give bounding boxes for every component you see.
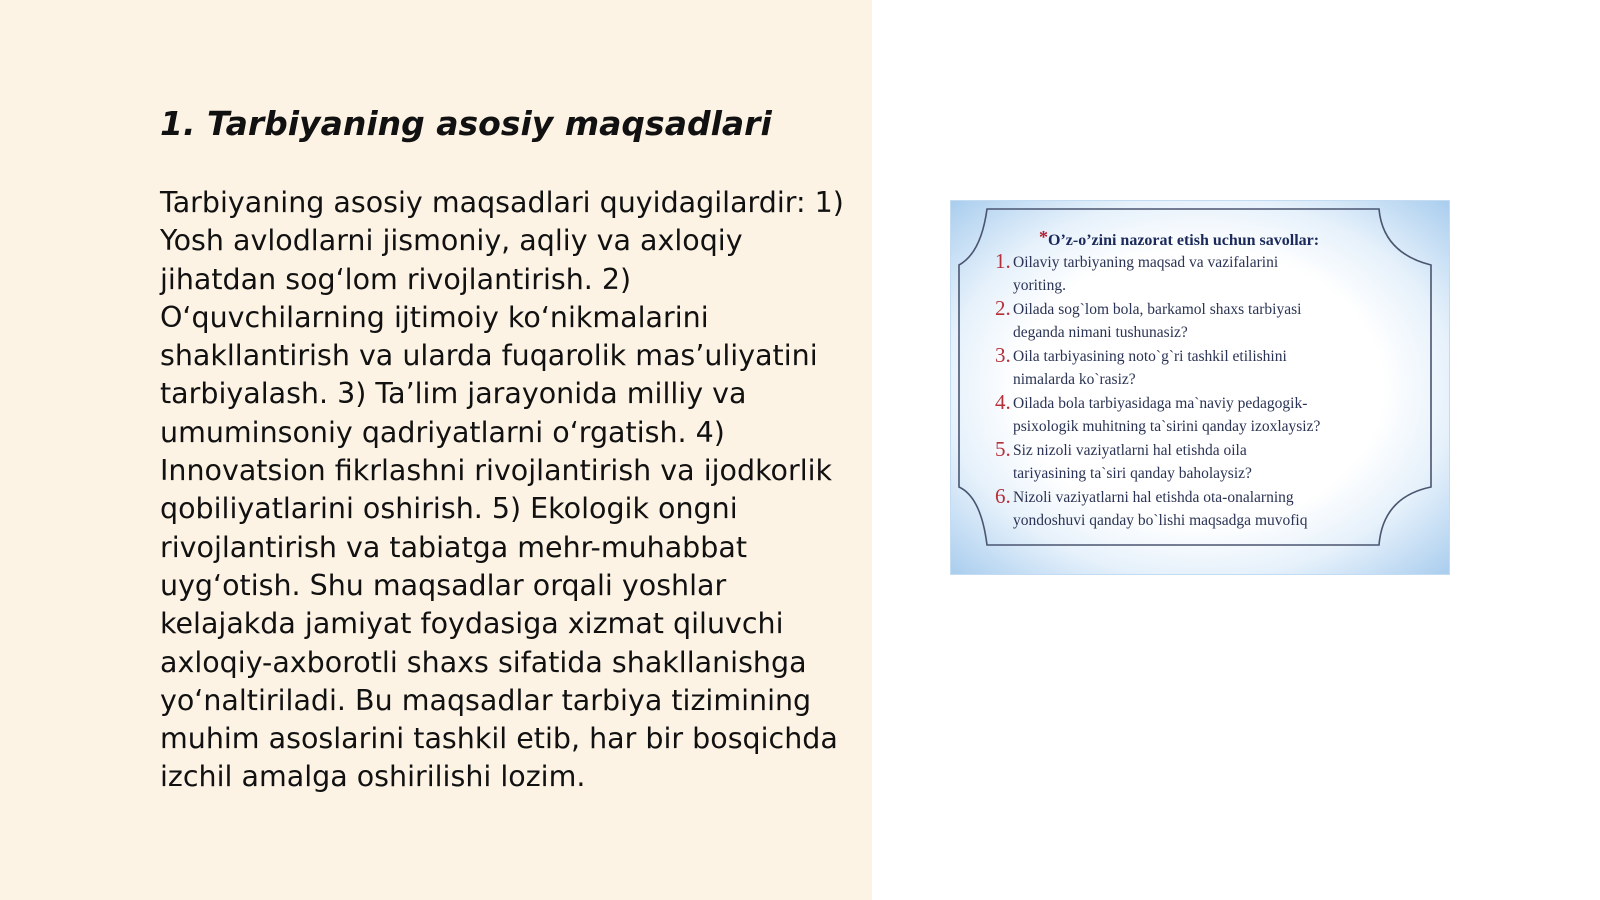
slide-body-text: Tarbiyaning asosiy maqsadlari quyidagilardir: 1) Yosh avlodlarni jismoniy, aqliy va axloqiy jihatdan sog‘lom rivojlantirish. 2) O‘quvchilarning ijtimoiy ko‘nikmalarini shakllantirish va ularda fuqarolik mas’uliyatini tarbiyalash. 3) Ta’lim jarayonida milliy va umuminsoniy qadriyatlarni o‘rgatish. 4) Innovatsion fikrlashni rivojlantirish va ijodkorlik qobiliyatlarini oshirish. 5) Ekologik ongni rivojlantirish va tabiatga mehr-muhabbat uyg‘otish. Shu maqsadlar orqali yoshlar kelajakda jamiyat foydasiga xizmat qiluvchi axloqiy-axborotli shaxs sifatida shakllanishga yo‘naltiriladi. Bu maqsadlar tarbiya tizimining muhim asoslarini tashkil etib, har bir bosqichda izchil amalga oshirilishi lozim. — [160, 186, 844, 794]
question-number: 1. — [995, 249, 1011, 273]
question-number: 5. — [995, 437, 1011, 461]
question-text-line2: deganda nimani tushunasiz? — [1013, 324, 1188, 341]
self-check-questions-image — [950, 200, 1450, 575]
question-text-line2: tariyasining ta`siri qanday baholaysiz? — [1013, 465, 1252, 482]
figure-heading — [1039, 227, 1439, 250]
list-item — [995, 439, 1415, 486]
question-text-line1: Siz nizoli vaziyatlarni hal etishda oila — [1013, 442, 1247, 459]
list-item — [995, 251, 1415, 298]
question-text-line1: Oilaviy tarbiyaning maqsad va vazifalarini — [1013, 254, 1279, 271]
question-text-line2: yoriting. — [1013, 277, 1066, 294]
list-item — [995, 392, 1415, 439]
list-item — [995, 298, 1415, 345]
question-text-line2: psixologik muhitning ta`sirini qanday izoxlaysiz? — [1013, 418, 1321, 435]
question-number: 3. — [995, 343, 1011, 367]
question-text-line2: yondoshuvi qanday bo`lishi maqsadga muvofiq — [1013, 512, 1308, 529]
question-text-line2: nimalarda ko`rasiz? — [1013, 371, 1136, 388]
figure-heading-text: O’z-o’zini nazorat etish uchun savollar: — [1048, 232, 1320, 249]
question-text-line1: Oila tarbiyasining noto`g`ri tashkil etilishini — [1013, 348, 1287, 365]
question-text-line1: Nizoli vaziyatlarni hal etishda ota-onalarning — [1013, 489, 1294, 506]
question-number: 4. — [995, 390, 1011, 414]
question-text-line1: Oilada sog`lom bola, barkamol shaxs tarbiyasi — [1013, 301, 1302, 318]
list-item — [995, 345, 1415, 392]
question-number: 6. — [995, 484, 1011, 508]
list-item — [995, 486, 1415, 533]
question-list — [995, 251, 1415, 533]
asterisk-mark: * — [1039, 227, 1048, 247]
question-number: 2. — [995, 296, 1011, 320]
question-text-line1: Oilada bola tarbiyasidaga ma`naviy pedagogik- — [1013, 395, 1308, 412]
slide-title: 1. Tarbiyaning asosiy maqsadlari — [160, 104, 772, 143]
